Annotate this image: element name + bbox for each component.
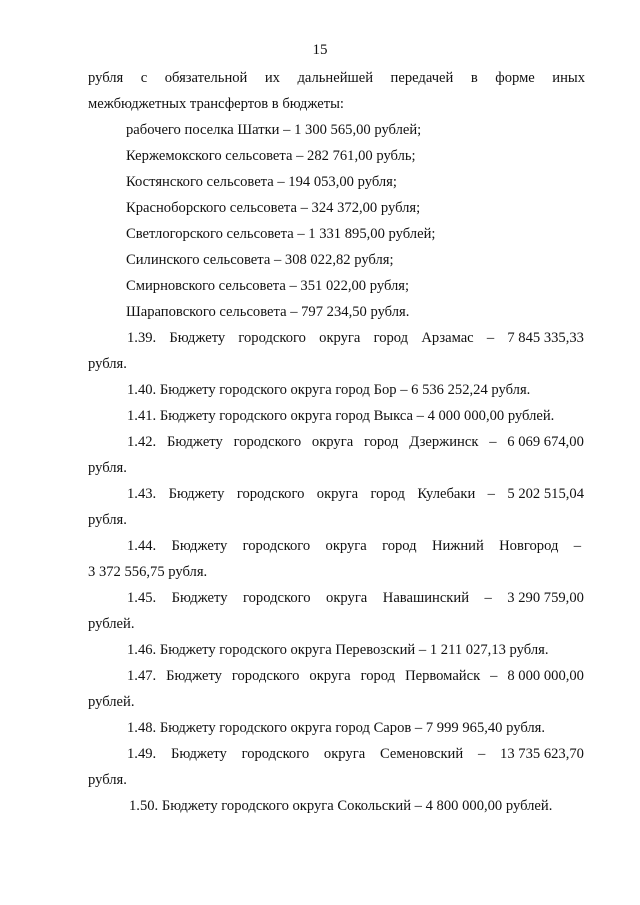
word: в bbox=[470, 70, 478, 86]
word: 1.49. bbox=[127, 746, 157, 762]
item-1-47-line-2: рублей. bbox=[88, 694, 135, 710]
word: дальнейшей bbox=[297, 70, 374, 86]
word: 7 845 335,33 bbox=[507, 330, 584, 346]
word: Семеновский bbox=[379, 746, 464, 762]
word: городского bbox=[236, 486, 305, 502]
word: 1.42. bbox=[127, 434, 157, 450]
word: обязательной bbox=[164, 70, 248, 86]
word: Бюджету bbox=[168, 486, 225, 502]
word: иных bbox=[552, 70, 585, 86]
word: городского bbox=[231, 668, 300, 684]
word: форме bbox=[495, 70, 535, 86]
word: 1.45. bbox=[127, 590, 157, 606]
word: городского bbox=[242, 538, 311, 554]
item-1-49-line-1 bbox=[127, 745, 584, 763]
word: Арзамас bbox=[421, 330, 474, 346]
list-item: Костянского сельсовета – 194 053,00 рубля; bbox=[126, 174, 397, 190]
word: город bbox=[382, 538, 417, 554]
word: 1.39. bbox=[127, 330, 157, 346]
word: Нижний bbox=[431, 538, 484, 554]
item-1-43-line-1 bbox=[127, 485, 584, 503]
list-item: Смирновского сельсовета – 351 022,00 рубля; bbox=[126, 278, 410, 294]
word: город bbox=[370, 486, 405, 502]
word: – bbox=[490, 668, 498, 684]
word: 3 290 759,00 bbox=[507, 590, 584, 606]
word: 8 000 000,00 bbox=[507, 668, 584, 684]
word: 5 202 515,04 bbox=[507, 486, 584, 502]
list-item: Красноборского сельсовета – 324 372,00 рубля; bbox=[126, 200, 421, 216]
word: Навашинский bbox=[382, 590, 470, 606]
word: округа bbox=[323, 746, 366, 762]
word: городского bbox=[238, 330, 306, 346]
word: город bbox=[363, 434, 399, 450]
list-item: рабочего поселка Шатки – 1 300 565,00 рублей; bbox=[126, 122, 422, 138]
word: Бюджету bbox=[170, 746, 227, 762]
word: город bbox=[360, 668, 396, 684]
word: Новгород bbox=[499, 538, 559, 554]
list-item: Шараповского сельсовета – 797 234,50 рубля. bbox=[126, 304, 410, 320]
word: – bbox=[573, 538, 581, 554]
word: округа bbox=[311, 434, 354, 450]
word: Первомайск bbox=[405, 668, 481, 684]
word: городского bbox=[233, 434, 302, 450]
list-item: Кержемокского сельсовета – 282 761,00 рубль; bbox=[126, 148, 416, 164]
intro-line-2: межбюджетных трансфертов в бюджеты: bbox=[88, 96, 344, 112]
word: Бюджету bbox=[166, 434, 223, 450]
word: округа bbox=[325, 538, 367, 554]
item-1-49-line-2: рубля. bbox=[88, 772, 127, 788]
item-1-43-line-2: рубля. bbox=[88, 512, 127, 528]
word: округа bbox=[326, 590, 368, 606]
item-1-45-line-2: рублей. bbox=[88, 616, 135, 632]
word: 1.47. bbox=[127, 668, 157, 684]
word: Бюджету bbox=[171, 590, 228, 606]
item-1-47-line-1 bbox=[127, 667, 584, 685]
word: округа bbox=[309, 668, 351, 684]
word: 1.43. bbox=[127, 486, 157, 502]
item-1-48: 1.48. Бюджету городского округа город Саров – 7 999 965,40 рубля. bbox=[127, 720, 546, 736]
item-1-44-line-1 bbox=[127, 537, 581, 555]
intro-line-1 bbox=[88, 69, 585, 87]
item-1-45-line-1 bbox=[127, 589, 584, 607]
word: город bbox=[373, 330, 409, 346]
word: округа bbox=[319, 330, 361, 346]
word: – bbox=[477, 746, 486, 762]
item-1-41: 1.41. Бюджету городского округа город Выкса – 4 000 000,00 рублей. bbox=[127, 408, 555, 424]
word: округа bbox=[316, 486, 359, 502]
list-item: Светлогорского сельсовета – 1 331 895,00 рублей; bbox=[126, 226, 436, 242]
word: 13 735 623,70 bbox=[500, 746, 584, 762]
item-1-42-line-2: рубля. bbox=[88, 460, 127, 476]
item-1-44-line-2: 3 372 556,75 рубля. bbox=[88, 564, 208, 580]
word: их bbox=[264, 70, 280, 86]
item-1-39-line-2: рубля. bbox=[88, 356, 127, 372]
word: 6 069 674,00 bbox=[507, 434, 584, 450]
word: Кулебаки bbox=[417, 486, 476, 502]
word: – bbox=[484, 590, 492, 606]
word: – bbox=[487, 486, 495, 502]
page-number: 15 bbox=[312, 42, 328, 58]
list-item: Силинского сельсовета – 308 022,82 рубля; bbox=[126, 252, 394, 268]
word: 1.44. bbox=[127, 538, 157, 554]
word: передачей bbox=[390, 70, 454, 86]
item-1-39-line-1 bbox=[127, 329, 584, 347]
word: – bbox=[486, 330, 495, 346]
item-1-46: 1.46. Бюджету городского округа Перевозский – 1 211 027,13 рубля. bbox=[127, 642, 549, 658]
word: рубля bbox=[88, 70, 124, 86]
item-1-50: 1.50. Бюджету городского округа Сокольский – 4 800 000,00 рублей. bbox=[129, 798, 553, 814]
word: с bbox=[140, 70, 148, 86]
word: Бюджету bbox=[166, 668, 222, 684]
word: – bbox=[489, 434, 497, 450]
word: городского bbox=[241, 746, 310, 762]
word: Дзержинск bbox=[409, 434, 479, 450]
word: городского bbox=[242, 590, 311, 606]
item-1-40: 1.40. Бюджету городского округа город Бор – 6 536 252,24 рубля. bbox=[127, 382, 531, 398]
word: Бюджету bbox=[169, 330, 226, 346]
word: Бюджету bbox=[171, 538, 228, 554]
item-1-42-line-1 bbox=[127, 433, 584, 451]
